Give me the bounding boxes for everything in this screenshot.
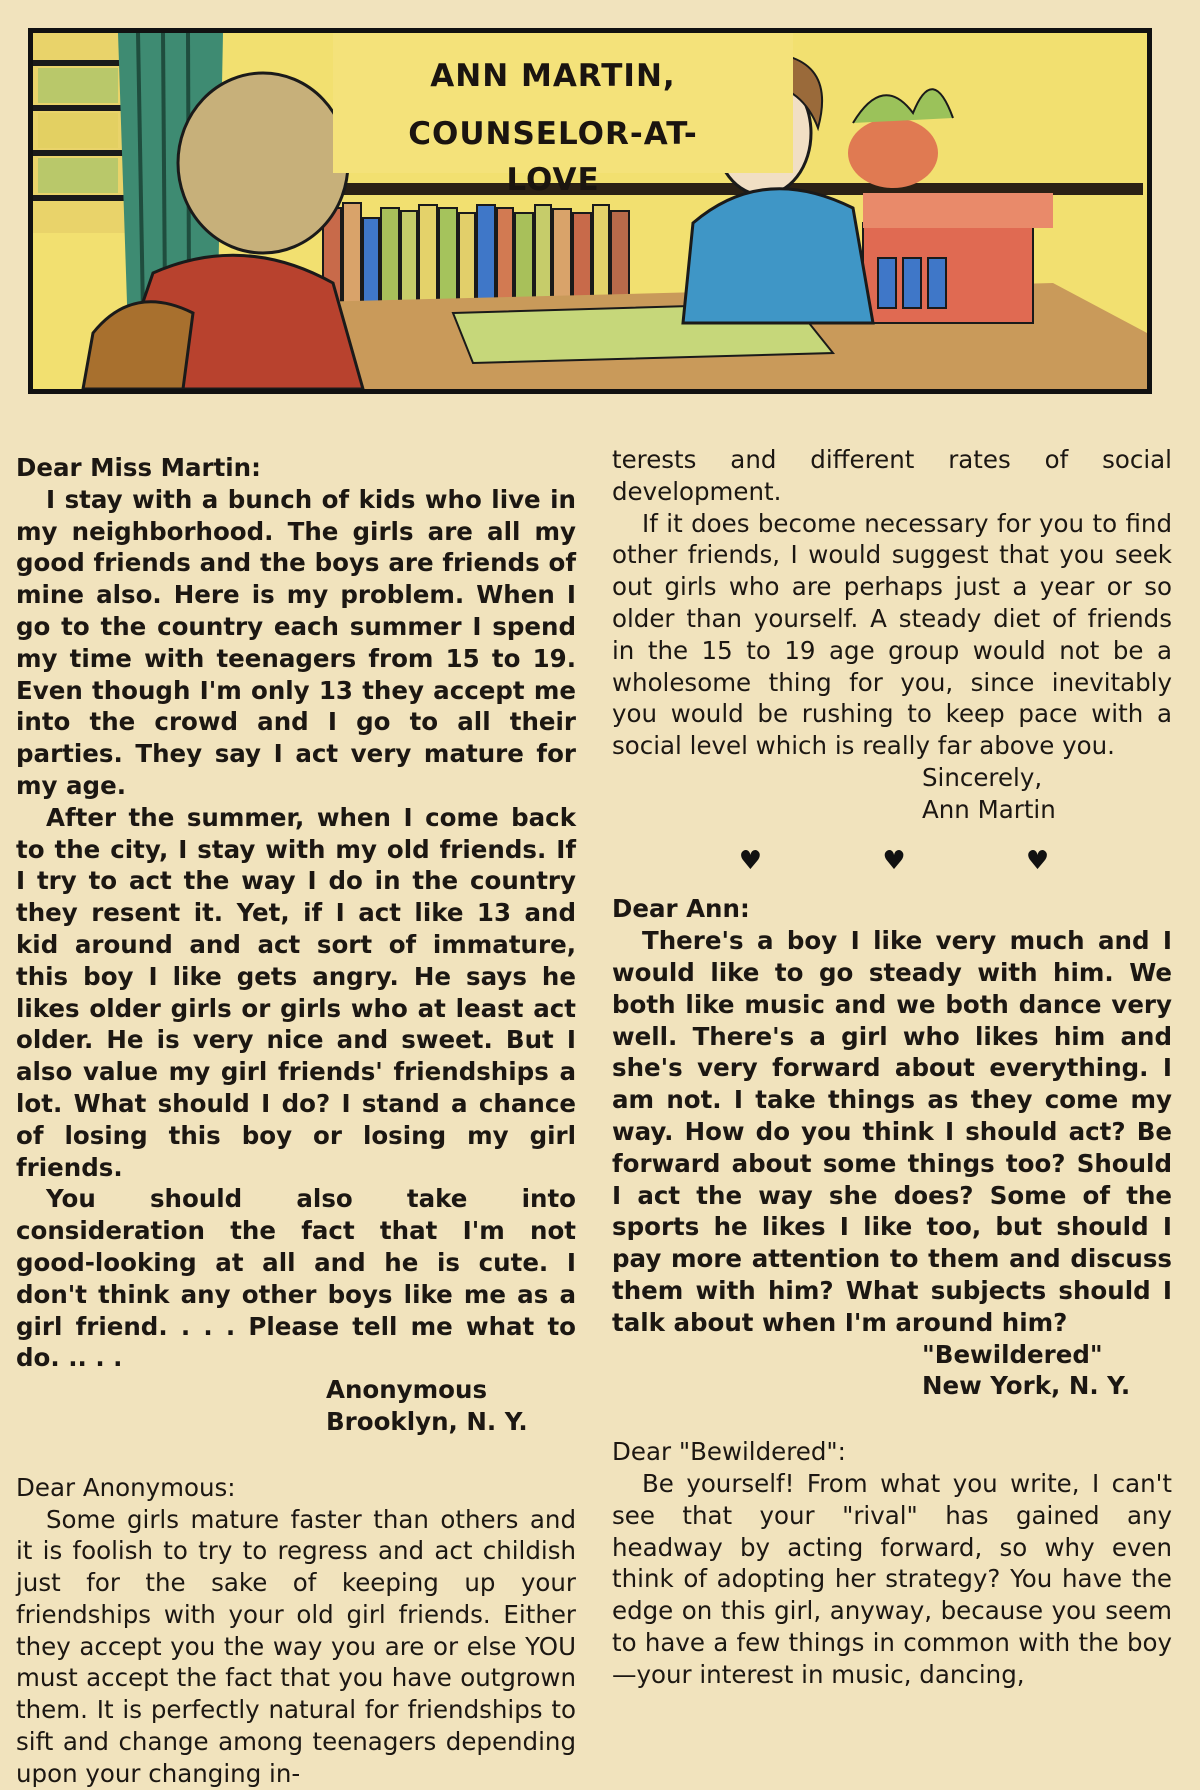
letter1-paragraph-3: You should also take into consideration the fact that I'm not good-looking at all and he is cute. I don't think any other boys like me as a girl friend. . . . Please tell me what to do. .. . . xyxy=(16,1184,576,1373)
reply1-signer: Ann Martin xyxy=(922,794,1056,824)
heart-divider-icon: ♥ ♥ ♥ xyxy=(738,845,1106,876)
section-gap xyxy=(612,1402,1172,1436)
letter1-paragraph-1: I stay with a bunch of kids who live in my neighborhood. The girls are all my good friends and the boys are friends of mine also. Here is my problem. When I go to the country each summer I spend my time with teenagers from 15 to 19. Even though I'm only 13 they accept me into the crowd and I go to all their parties. They say I act very mature for my age. xyxy=(16,484,576,800)
letter2-salutation: Dear Ann: xyxy=(612,894,750,924)
letter2-signature-name: "Bewildered" xyxy=(922,1339,1103,1369)
reply2-salutation: Dear "Bewildered": xyxy=(612,1437,846,1467)
reply1-paragraph-2: If it does become necessary for you to find other friends, I would suggest that you seek out girls who are perhaps just a year or so older than yourself. A steady diet of friends in the 15 to 19 age group would not be a wholesome thing for you, since inevitably you would be rushing to keep pace with a social level which is really far above you. xyxy=(612,508,1172,761)
letter2-signature-place: New York, N. Y. xyxy=(922,1371,1131,1401)
reply2-paragraph-1: Be yourself! From what you write, I can't see that your "rival" has gained any headway by acting forward, so why even think of adopting her strategy? You have the edge on this girl, anyway, because you seem to have a few things in common with the boy—your interest in music, dancing, xyxy=(612,1468,1172,1689)
reply1-salutation: Dear Anonymous: xyxy=(16,1472,236,1502)
title-line-name: ANN MARTIN, xyxy=(430,58,676,94)
letter1-signature-name: Anonymous xyxy=(326,1375,488,1405)
letter1-salutation: Dear Miss Martin: xyxy=(16,453,261,482)
left-column xyxy=(16,452,576,1790)
letter2-paragraph-1: There's a boy I like very much and I would like to go steady with him. We both like music and we both dance very well. There's a girl who likes him and she's very forward about everything. I am not. I take things as they come my way. How do you think I should act? Be forward about some things too? Should I act the way she does? Some of the sports he likes I like too, but should I pay more attention to them and discuss them with him? What subjects should I talk about when I'm around him? xyxy=(612,926,1172,1337)
title-line-role: COUNSELOR-AT-LOVE xyxy=(408,116,698,198)
section-gap xyxy=(16,1438,576,1472)
reply1-paragraph-1: Some girls mature faster than others and it is foolish to try to regress and act childish just for the sake of keeping up your friendships with your old girl friends. Either they accept you the way you are or else YOU must accept the fact that you have outgrown them. It is perfectly natural for friendships to sift and change among teenagers depending upon your changing in- xyxy=(16,1504,576,1788)
reply1-continuation: terests and different rates of social development. xyxy=(612,445,1172,506)
right-column xyxy=(612,444,1172,1690)
header-illustration-panel xyxy=(28,28,1152,394)
panel-title xyxy=(363,53,743,203)
reply1-closing: Sincerely, xyxy=(922,762,1043,792)
letter1-paragraph-2: After the summer, when I come back to the city, I stay with my old friends. If I try to act the way I do in the country they resent it. Yet, if I act like 13 and kid around and act sort of immature, this boy I like gets angry. He says he likes older girls or girls who at least act older. He is very nice and sweet. But I also value my girl friends' friendships a lot. What should I do? I stand a chance of losing this boy or losing my girl friends. xyxy=(16,802,576,1182)
letter1-signature-place: Brooklyn, N. Y. xyxy=(326,1406,528,1436)
